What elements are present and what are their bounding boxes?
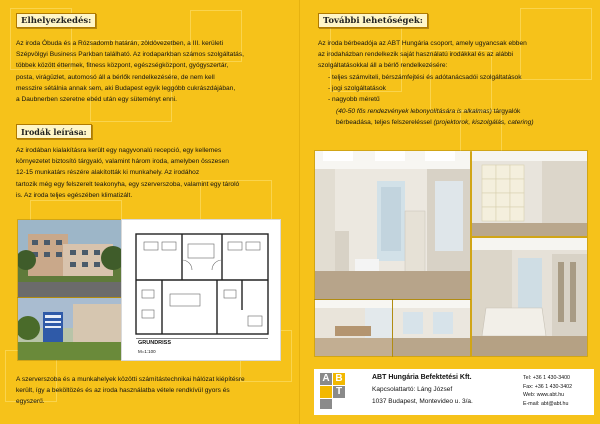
- description-line: tartozik még egy felszerelt teakonyha, egy szerverszoba, valamint egy tároló: [16, 180, 240, 188]
- description-line: is. Az iroda teljes egészében klimatizált.: [16, 191, 133, 199]
- network-text: [16, 374, 284, 408]
- logo-square: [320, 399, 332, 409]
- reception-photo: [471, 237, 588, 357]
- floor-plan: [121, 219, 281, 361]
- glass-wall-photo: [471, 150, 588, 237]
- logo-letter-a: A: [320, 373, 332, 385]
- meeting-rooms-line: [328, 106, 588, 117]
- description-text: [16, 145, 284, 201]
- location-line: többek között éttermek, fitness központ, egészségközpont, gyógyszertár,: [16, 62, 229, 70]
- logo-letter-t: T: [333, 386, 345, 398]
- service-item: - jogi szolgáltatások: [328, 85, 386, 93]
- phone-number: Tel: +36 1 430-3400: [523, 375, 570, 381]
- abt-logo: [320, 373, 346, 409]
- building-sign-photo: [17, 297, 122, 361]
- description-line: 12-15 munkatárs részére alakították ki munkahely. Az irodához: [16, 169, 200, 177]
- meeting-rooms-text: tárgyalók: [491, 107, 521, 115]
- network-line: egyszerű.: [16, 398, 45, 406]
- location-line: Az iroda Óbuda és a Rózsadomb határán, zöldövezetben, a III. kerületi: [16, 40, 224, 47]
- logo-square: [320, 386, 332, 398]
- logo-letter-b: B: [333, 373, 345, 385]
- fax-number: Fax: +36 1 430-3402: [523, 383, 573, 390]
- location-line: messzire sétálnia annak sem, aki Budapest egyik leggóbb cukrászdájában,: [16, 84, 236, 92]
- website-link[interactable]: Web: www.abt.hu: [523, 392, 565, 399]
- location-line: a Daubnerben szeretne ebéd után egy süteményt enni.: [16, 96, 177, 104]
- description-line: Az irodában kialakításra került egy nagyvonalú recepció, egy kellemes: [16, 147, 222, 154]
- options-intro: [318, 38, 586, 72]
- network-line: A szerverszoba és a munkahelyek közötti számítástechnikai hálózat kiépítésre: [16, 376, 245, 383]
- options-heading: További lehetőségek:: [318, 13, 428, 28]
- location-line: Szépvölgyi Business Parkban található. Az irodaparkban számos szolgáltatás,: [16, 51, 244, 59]
- location-heading: Elhelyezkedés:: [16, 13, 96, 28]
- email-link[interactable]: E-mail: abt@abt.hu: [523, 400, 569, 407]
- company-name: ABT Hungária Befektetési Kft.: [372, 374, 472, 381]
- company-address: 1037 Budapest, Montevideo u. 3/a.: [372, 398, 473, 405]
- rental-line: [328, 117, 588, 128]
- floor-plan-label: GRUNDRISS: [138, 340, 172, 346]
- service-item: - teljes számviteli, bérszámfejtési és adótanácsadói szolgáltatások: [328, 74, 522, 81]
- right-panel: [300, 0, 600, 424]
- office-interior-photo: [314, 150, 471, 300]
- meeting-room-photo: [314, 299, 393, 357]
- location-line: posta, virágüzlet, automosó áll a bérlők rendelkezésére, de nem kell: [16, 73, 215, 81]
- network-line: került, így a beköltözés és az iroda használatba vétele rendkívül gyors és: [16, 387, 230, 395]
- floor-plan-scale: M=1:100: [138, 349, 156, 354]
- intro-line: az irodaházban rendelkezik saját használatú irodákkal és az alábbi: [318, 51, 514, 59]
- contact-footer: [314, 369, 594, 415]
- contact-details: [523, 374, 572, 408]
- rental-note: (projektorok, kiszolgálás, catering): [433, 118, 534, 126]
- meeting-rooms-note: (40-50 fős rendezvények lebonyolítására is alkalmas): [336, 107, 492, 115]
- intro-line: szolgáltatásokkal áll a bérlő rendelkezésére:: [318, 62, 448, 70]
- service-item: - nagyobb méretű: [328, 96, 380, 104]
- office-room-photo: [392, 299, 471, 357]
- services-list: [328, 72, 588, 128]
- description-line: környezetet biztosító tárgyaló, valamint három iroda, amelyben összesen: [16, 158, 229, 166]
- description-heading: Irodák leírása:: [16, 124, 92, 139]
- location-text: [16, 38, 284, 105]
- building-exterior-photo: [17, 219, 122, 298]
- intro-line: Az iroda bérbeadója az ABT Hungária csoport, amely ugyancsak ebben: [318, 40, 527, 47]
- rental-text: bérbeadása, teljes felszereléssel: [336, 118, 434, 126]
- contact-person: Kapcsolattartó: Láng József: [372, 386, 453, 393]
